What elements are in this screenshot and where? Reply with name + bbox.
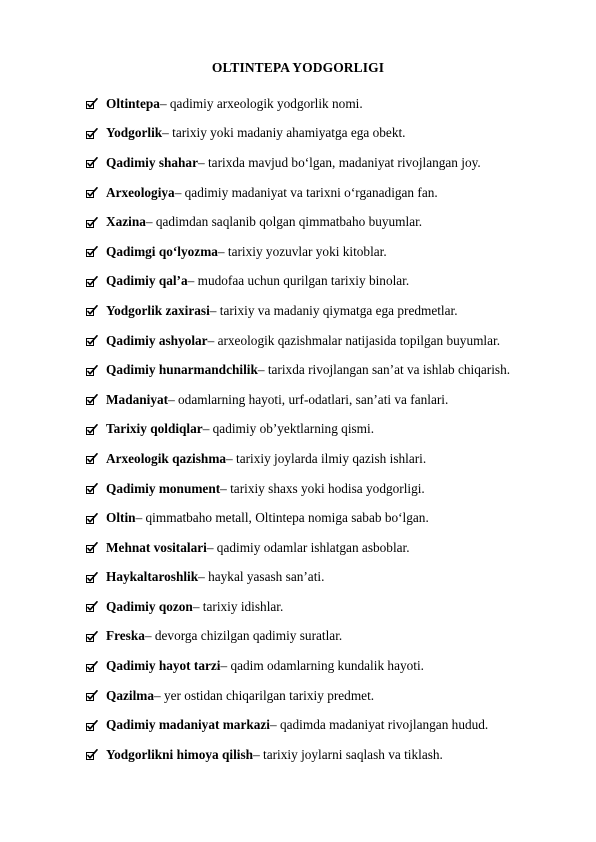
term-definition: – qadimiy ob’yektlarning qismi. xyxy=(202,421,375,437)
check-box-icon xyxy=(86,157,98,168)
check-box-icon xyxy=(86,217,98,228)
term-label: Mehnat vositalari xyxy=(106,539,207,555)
term-label: Qadimiy hayot tarzi xyxy=(106,658,221,674)
term-definition: – haykal yasash san’ati. xyxy=(198,569,325,585)
term-definition: – yer ostidan chiqarilgan tarixiy predmet. xyxy=(154,687,375,703)
list-item xyxy=(86,651,510,681)
term-label: Xazina xyxy=(106,214,146,230)
term-definition: – tarixda mavjud bo‘lgan, madaniyat rivojlangan joy. xyxy=(198,154,481,170)
term-label: Qadimiy shahar xyxy=(106,154,198,170)
term-definition: – qadim odamlarning kundalik hayoti. xyxy=(220,658,424,674)
list-item xyxy=(86,415,510,445)
term-definition: – tarixiy idishlar. xyxy=(192,598,284,614)
check-box-icon xyxy=(86,601,98,612)
term-definition: – qadimdan saqlanib qolgan qimmatbaho buyumlar. xyxy=(145,214,423,230)
check-box-icon xyxy=(86,631,98,642)
term-label: Qadimiy hunarmandchilik xyxy=(106,362,258,378)
term-label: Qadimiy qal’a xyxy=(106,273,188,289)
check-box-icon xyxy=(86,513,98,524)
term-definition: – tarixiy shaxs yoki hodisa yodgorligi. xyxy=(220,480,425,496)
list-item xyxy=(86,563,510,593)
term-definition: – tarixiy joylarni saqlash va tiklash. xyxy=(253,746,443,762)
term-label: Arxeologiya xyxy=(106,184,175,200)
term-label: Madaniyat xyxy=(106,391,169,407)
check-box-icon xyxy=(86,394,98,405)
check-box-icon xyxy=(86,690,98,701)
term-label: Qadimiy qozon xyxy=(106,598,193,614)
list-item xyxy=(86,207,510,237)
check-box-icon xyxy=(86,128,98,139)
list-item xyxy=(86,474,510,504)
check-box-icon xyxy=(86,187,98,198)
check-box-icon xyxy=(86,246,98,257)
term-definition: – qadimiy odamlar ishlatgan asboblar. xyxy=(206,539,410,555)
term-label: Yodgorlik xyxy=(106,125,163,141)
term-definition: – mudofaa uchun qurilgan tarixiy binolar. xyxy=(187,273,410,289)
check-box-icon xyxy=(86,720,98,731)
check-box-icon xyxy=(86,483,98,494)
check-box-icon xyxy=(86,661,98,672)
list-item xyxy=(86,710,510,740)
check-box-icon xyxy=(86,98,98,109)
term-label: Arxeologik qazishma xyxy=(106,450,227,466)
check-box-icon xyxy=(86,572,98,583)
check-box-icon xyxy=(86,542,98,553)
term-label: Haykaltaroshlik xyxy=(106,569,199,585)
list-item xyxy=(86,533,510,563)
list-item xyxy=(86,237,510,267)
term-label: Freska xyxy=(106,628,145,644)
term-label: Qadimgi qo‘lyozma xyxy=(106,243,218,259)
term-definition: – tarixiy yoki madaniy ahamiyatga ega obekt. xyxy=(162,125,406,141)
list-item xyxy=(86,355,510,385)
term-definition: – qadimiy arxeologik yodgorlik nomi. xyxy=(159,95,363,111)
list-item xyxy=(86,119,510,149)
list-item xyxy=(86,178,510,208)
list-item xyxy=(86,444,510,474)
term-list xyxy=(86,89,510,770)
term-label: Qadimiy ashyolar xyxy=(106,332,208,348)
list-item xyxy=(86,385,510,415)
check-box-icon xyxy=(86,365,98,376)
term-definition: – tarixiy joylarda ilmiy qazish ishlari. xyxy=(226,450,427,466)
term-definition: – tarixiy va madaniy qiymatga ega predmetlar. xyxy=(209,302,458,318)
check-box-icon xyxy=(86,276,98,287)
page-title: OLTINTEPA YODGORLIGI xyxy=(211,60,385,75)
term-definition: – qadimda madaniyat rivojlangan hudud. xyxy=(270,717,489,733)
list-item xyxy=(86,148,510,178)
list-item xyxy=(86,89,510,119)
term-label: Qadimiy madaniyat markazi xyxy=(106,717,270,733)
term-definition: – tarixiy yozuvlar yoki kitoblar. xyxy=(217,243,387,259)
term-label: Yodgorlikni himoya qilish xyxy=(106,746,254,762)
term-definition: – tarixda rivojlangan san’at va ishlab chiqarish. xyxy=(257,362,511,378)
term-label: Tarixiy qoldiqlar xyxy=(106,421,203,437)
list-item xyxy=(86,296,510,326)
list-item xyxy=(86,622,510,652)
term-label: Oltintepa xyxy=(106,95,160,111)
list-item xyxy=(86,592,510,622)
check-box-icon xyxy=(86,749,98,760)
check-box-icon xyxy=(86,335,98,346)
list-item xyxy=(86,503,510,533)
list-item xyxy=(86,267,510,297)
term-definition: – qimmatbaho metall, Oltintepa nomiga sabab bo‘lgan. xyxy=(135,510,429,526)
term-label: Yodgorlik zaxirasi xyxy=(106,302,210,318)
term-definition: – devorga chizilgan qadimiy suratlar. xyxy=(144,628,343,644)
check-box-icon xyxy=(86,305,98,316)
term-label: Oltin xyxy=(106,510,136,526)
check-box-icon xyxy=(86,424,98,435)
term-definition: – qadimiy madaniyat va tarixni o‘rganadigan fan. xyxy=(174,184,438,200)
list-item xyxy=(86,681,510,711)
term-definition: – odamlarning hayoti, urf-odatlari, san’ati va fanlari. xyxy=(168,391,449,407)
term-label: Qadimiy monument xyxy=(106,480,221,496)
term-label: Qazilma xyxy=(106,687,155,703)
list-item xyxy=(86,740,510,770)
term-definition: – arxeologik qazishmalar natijasida topilgan buyumlar. xyxy=(207,332,501,348)
check-box-icon xyxy=(86,453,98,464)
list-item xyxy=(86,326,510,356)
